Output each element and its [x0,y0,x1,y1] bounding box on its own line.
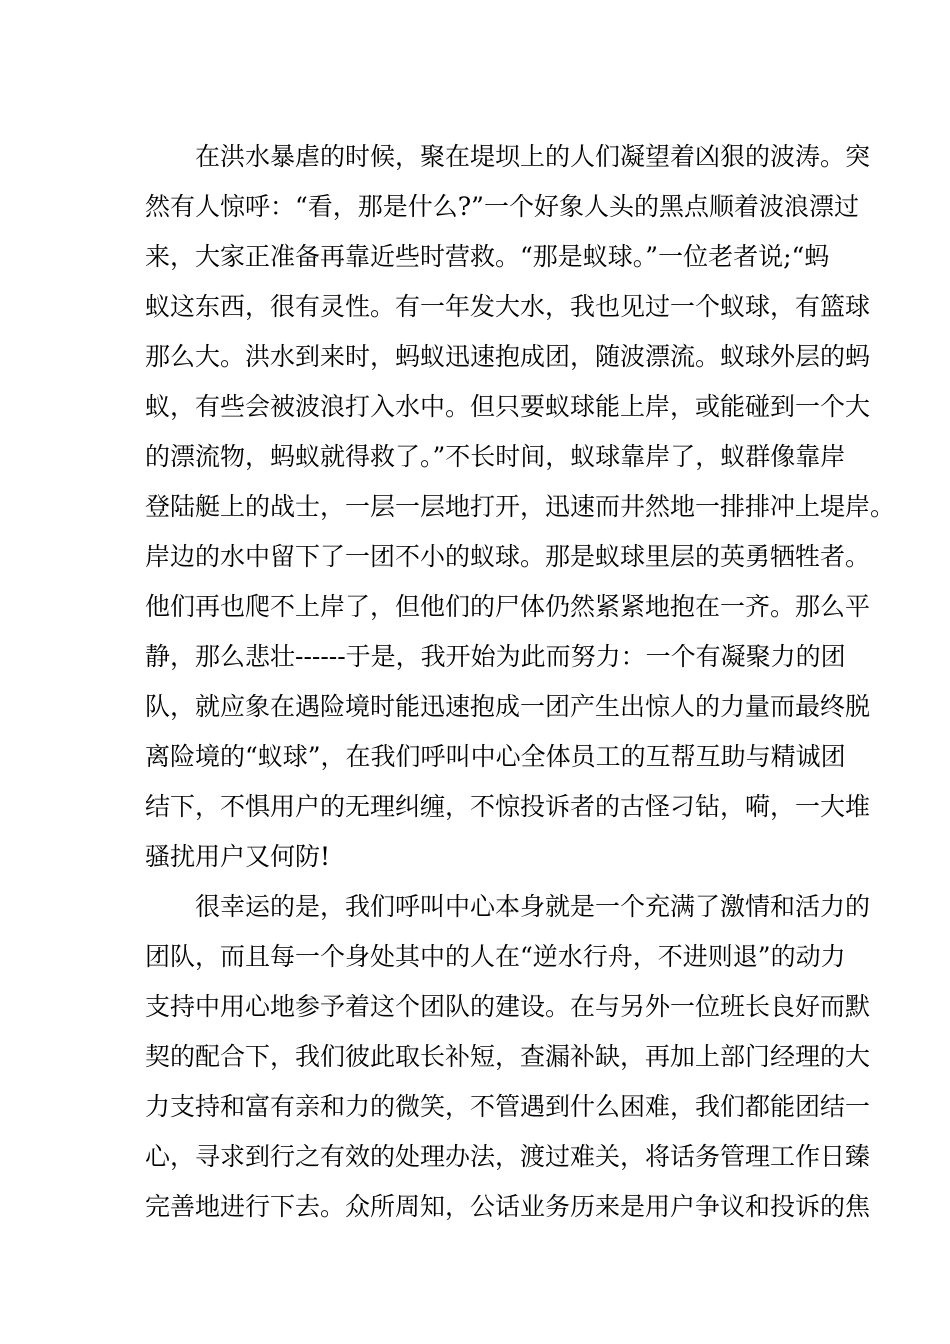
paragraph-2-line-5: 力支持和富有亲和力的微笑，不管遇到什么困难，我们都能团结一 [145,1092,871,1121]
paragraph-2-line-1: 很幸运的是，我们呼叫中心本身就是一个充满了激情和活力的 [195,892,871,921]
paragraph-2-line-7: 完善地进行下去。众所周知，公话业务历来是用户争议和投诉的焦 [145,1192,871,1221]
body-text [145,132,896,1232]
paragraph-1-line-3: 来，大家正准备再靠近些时营救。“那是蚁球。”一位老者说;“蚂 [145,242,830,271]
paragraph-1-line-14: 结下，不惧用户的无理纠缠，不惊投诉者的古怪刁钻，嗬，一大堆 [145,792,871,821]
paragraph-2-line-3: 支持中用心地参予着这个团队的建设。在与另外一位班长良好而默 [145,992,871,1021]
paragraph-1-line-8: 登陆艇上的战士，一层一层地打开，迅速而井然地一排排冲上堤岸。 [145,492,896,521]
paragraph-2-line-6: 心，寻求到行之有效的处理办法，渡过难关，将话务管理工作日臻 [145,1142,871,1171]
paragraph-1-line-15: 骚扰用户又何防! [145,842,331,871]
paragraph-1-line-2: 然有人惊呼：“看，那是什么?”一个好象人头的黑点顺着波浪漂过 [145,192,859,221]
paragraph-2-line-4: 契的配合下，我们彼此取长补短，查漏补缺，再加上部门经理的大 [145,1042,871,1071]
paragraph-1-line-1: 在洪水暴虐的时候，聚在堤坝上的人们凝望着凶狠的波涛。突 [195,142,871,171]
paragraph-1-line-12: 队，就应象在遇险境时能迅速抱成一团产生出惊人的力量而最终脱 [145,692,871,721]
paragraph-1-line-11: 静，那么悲壮------于是，我开始为此而努力：一个有凝聚力的团 [145,642,846,671]
paragraph-1-line-6: 蚁，有些会被波浪打入水中。但只要蚁球能上岸，或能碰到一个大 [145,392,871,421]
paragraph-1-line-13: 离险境的“蚁球”，在我们呼叫中心全体员工的互帮互助与精诚团 [145,742,846,771]
paragraph-1-line-7: 的漂流物，蚂蚁就得救了。”不长时间，蚁球靠岸了，蚁群像靠岸 [145,442,846,471]
paragraph-1-line-9: 岸边的水中留下了一团不小的蚁球。那是蚁球里层的英勇牺牲者。 [145,542,871,571]
paragraph-2-line-2: 团队，而且每一个身处其中的人在“逆水行舟，不进则退”的动力 [145,942,846,971]
paragraph-1-line-4: 蚁这东西，很有灵性。有一年发大水，我也见过一个蚁球，有篮球 [145,292,871,321]
paragraph-1-line-5: 那么大。洪水到来时，蚂蚁迅速抱成团，随波漂流。蚁球外层的蚂 [145,342,871,371]
paragraph-1-line-10: 他们再也爬不上岸了，但他们的尸体仍然紧紧地抱在一齐。那么平 [145,592,871,621]
